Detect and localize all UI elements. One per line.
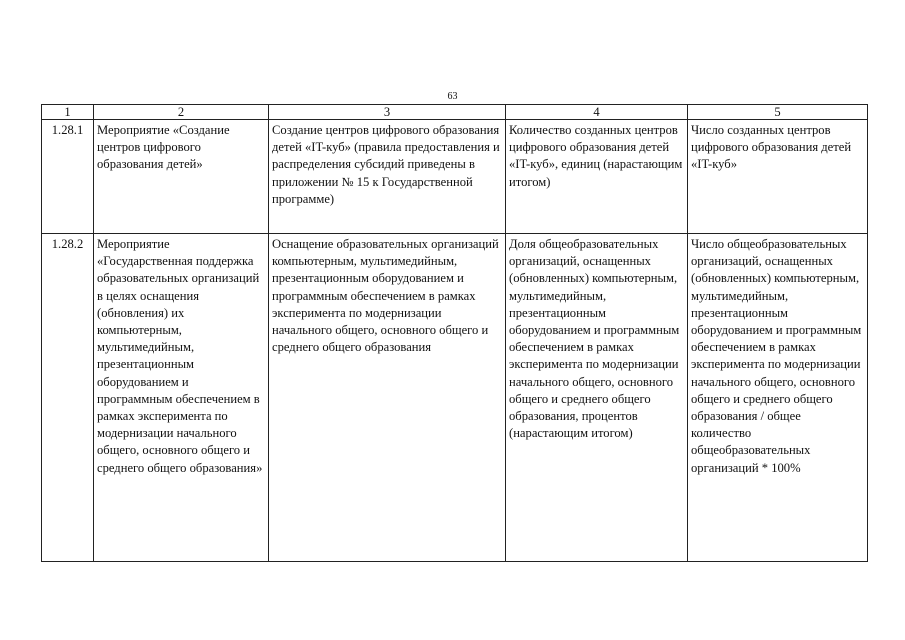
event-description: Оснащение образовательных организаций компьютерным, мультимедийным, презентационным оборудованием и программным обеспечением в рамках эксперимента по модернизации начального общего, основного общего и среднего общего образования: [269, 234, 506, 562]
column-header-1: 1: [42, 105, 94, 120]
event-name: Мероприятие «Государственная поддержка образовательных организаций в целях оснащения (обновления) их компьютерным, мультимедийным, презентационным оборудованием и программным обеспечением в рамках эксперимента по модернизации начального общего, основного общего и среднего общего образования»: [94, 234, 269, 562]
event-description: Создание центров цифрового образования детей «IT-куб» (правила предоставления и распределения субсидий приведены в приложении № 15 к Государственной программе): [269, 120, 506, 234]
table-row: [42, 234, 868, 562]
indicator-name: Количество созданных центров цифрового образования детей «IT-куб», единиц (нарастающим итогом): [506, 120, 688, 234]
row-number: 1.28.2: [42, 234, 94, 562]
event-name: Мероприятие «Создание центров цифрового образования детей»: [94, 120, 269, 234]
table-header-row: [42, 105, 868, 120]
page-number: 63: [447, 91, 458, 102]
row-number: 1.28.1: [42, 120, 94, 234]
column-header-2: 2: [94, 105, 269, 120]
column-header-5: 5: [688, 105, 868, 120]
table-row: [42, 120, 868, 234]
indicator-name: Доля общеобразовательных организаций, оснащенных (обновленных) компьютерным, мультимедийным, презентационным оборудованием и программным обеспечением в рамках эксперимента по модернизации начального общего, основного общего и среднего общего образования, процентов (нарастающим итогом): [506, 234, 688, 562]
program-table: [41, 104, 868, 562]
calculation-method: Число созданных центров цифрового образования детей «IT-куб»: [688, 120, 868, 234]
column-header-4: 4: [506, 105, 688, 120]
calculation-method: Число общеобразовательных организаций, оснащенных (обновленных) компьютерным, мультимедийным, презентационным оборудованием и программным обеспечением в рамках эксперимента по модернизации начального общего, основного общего и среднего общего образования / общее количество общеобразовательных организаций * 100%: [688, 234, 868, 562]
column-header-3: 3: [269, 105, 506, 120]
